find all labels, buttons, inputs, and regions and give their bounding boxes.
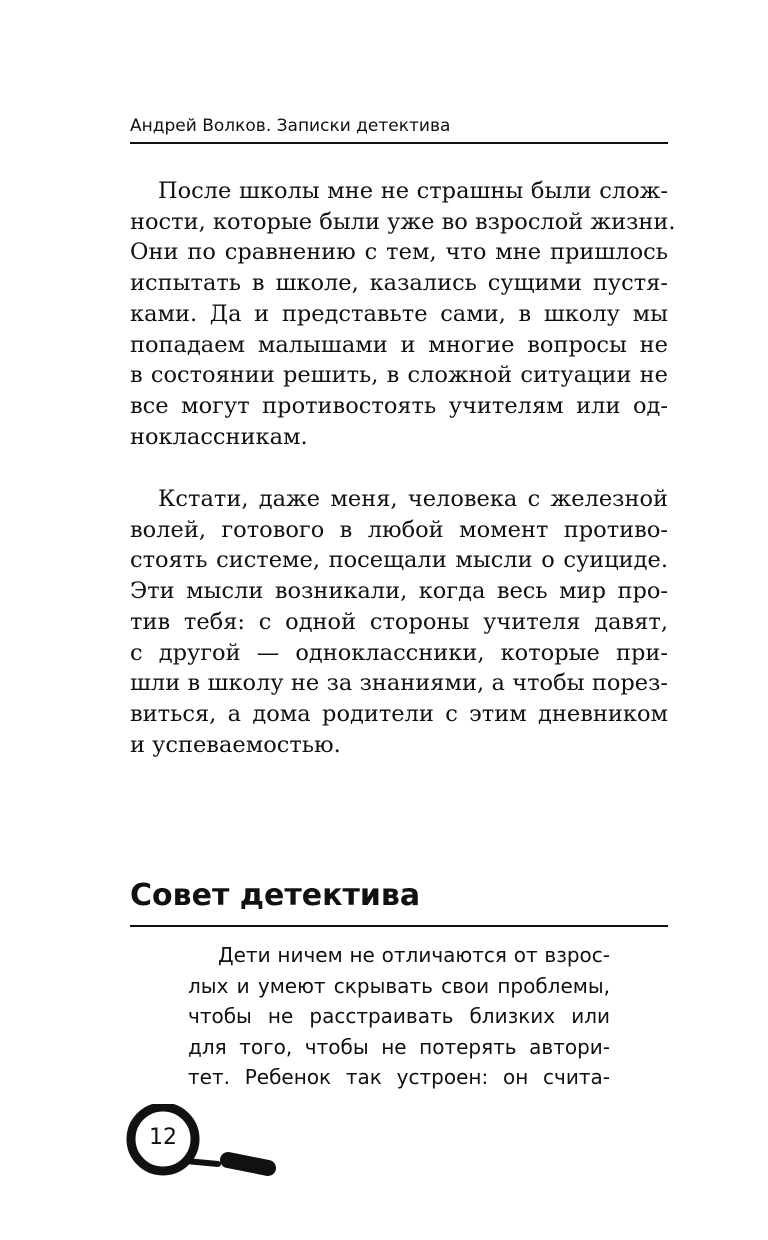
paragraph-line: в состоянии решить, в сложной ситуации не bbox=[130, 362, 668, 389]
paragraph-line: стоять системе, посещали мысли о суициде. bbox=[130, 547, 668, 574]
tip-line: лых и умеют скрывать свои проблемы, bbox=[188, 973, 610, 998]
header-rule bbox=[130, 142, 668, 144]
paragraph-line: испытать в школе, казались сущими пустя- bbox=[130, 270, 668, 297]
tip-line: для того, чтобы не потерять автори- bbox=[188, 1034, 610, 1059]
paragraph-line: шли в школу не за знаниями, а чтобы порез- bbox=[130, 670, 668, 697]
paragraph-line: тив тебя: с одной стороны учителя давят, bbox=[130, 608, 668, 635]
detective-tip-text bbox=[188, 940, 610, 1093]
paragraph-line: виться, а дома родители с этим дневником bbox=[130, 700, 668, 727]
paragraph-line: ками. Да и представьте сами, в школу мы bbox=[130, 300, 668, 327]
paragraph-line: ноклассникам. bbox=[130, 423, 308, 450]
paragraph-line: и успеваемостью. bbox=[130, 731, 341, 758]
paragraph-line: волей, готового в любой момент противо- bbox=[130, 516, 668, 543]
paragraph-line: Они по сравнению с тем, что мне пришлось bbox=[130, 239, 668, 266]
paragraph-2 bbox=[130, 484, 668, 760]
paragraph-line: Эти мысли возникали, когда весь мир про- bbox=[130, 578, 668, 605]
tip-line: чтобы не расстраивать близких или bbox=[188, 1004, 610, 1028]
paragraph-line: попадаем малышами и многие вопросы не bbox=[130, 331, 668, 358]
paragraph-line: с другой — одноклассники, которые при- bbox=[130, 639, 668, 666]
paragraph-line: ности, которые были уже во взрослой жизни. bbox=[130, 208, 676, 235]
running-head: Андрей Волков. Записки детектива bbox=[130, 116, 451, 136]
paragraph-line: все могут противостоять учителям или од- bbox=[130, 392, 668, 419]
paragraph-line: Кстати, даже меня, человека с железной bbox=[158, 486, 668, 512]
tip-line: Дети ничем не отличаются от взрос- bbox=[218, 943, 610, 967]
tip-line: тет. Ребенок так устроен: он счита- bbox=[188, 1065, 610, 1089]
page-number: 12 bbox=[149, 1125, 177, 1150]
section-rule bbox=[130, 925, 668, 927]
section-title: Совет детектива bbox=[130, 878, 421, 913]
paragraph-1 bbox=[130, 176, 676, 452]
paragraph-line: После школы мне не страшны были слож- bbox=[158, 178, 668, 204]
